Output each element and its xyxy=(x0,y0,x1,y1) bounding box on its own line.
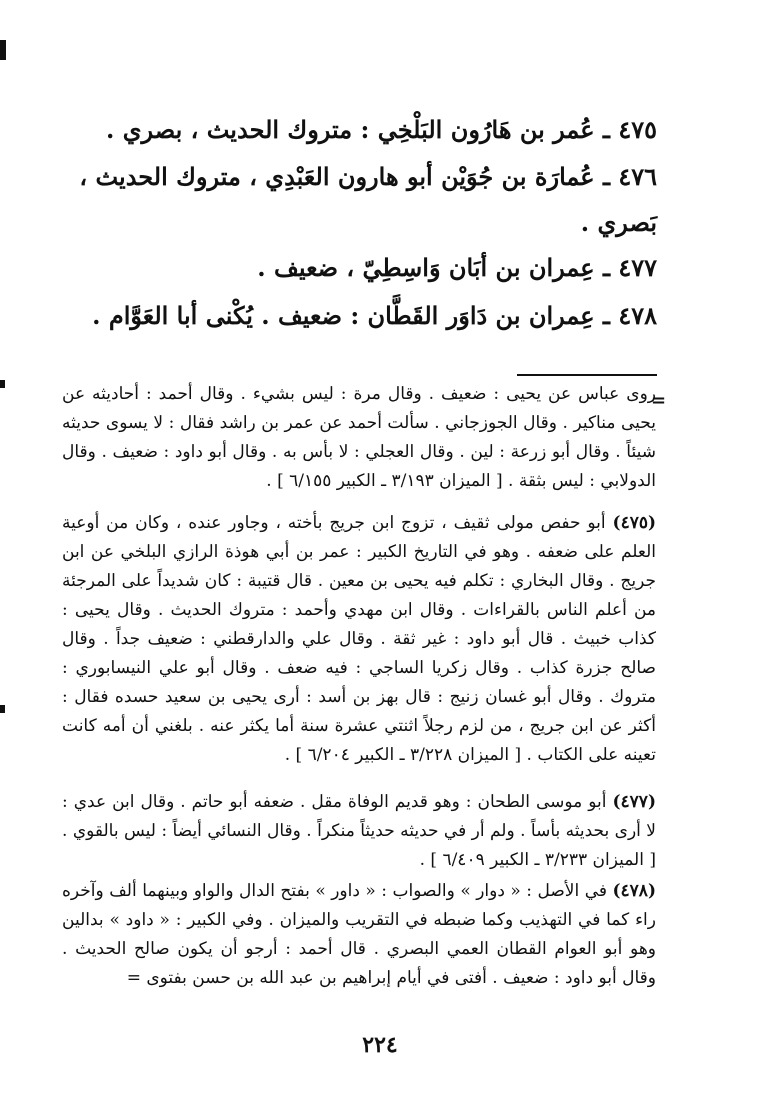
continuation-marker: = xyxy=(651,390,667,411)
footnote-text: أبو حفص مولى ثقيف ، تزوج ابن جريج بأخته ، وجاور عنده ، وكان من أوعية العلم على ضعفه . وهو في التاريخ الكبير : عمر بن أبي هوذة الرازي البلخي عن ابن جريج . وقال البخاري : تكلم فيه يحيى بن معين . قال قتيبة : كان شديداً على المرجئة من أعلم الناس بالقراءات . وقال ابن مهدي وأحمد : متروك الحديث . وقال يحيى : كذاب خبيث . قال أبو داود : غير ثقة . وقال علي والدارقطني : ضعيف جداً . وقال صالح جزرة كذاب . وقال زكريا الساجي : فيه ضعف . وقال أبو علي النيسابوري : متروك . وقال أبو غسان زنيج : قال بهز بن أسد : أرى يحيى بن سعيد حسده فقال : أكثر عن ابن جريج ، من لزم رجلاً اثنتي عشرة سنة أما يكثر عنه . بلغني أن أمه كانت تعينه على الكتاب . [ الميزان ٣/٢٢٨ ـ الكبير ٦/٢٠٤ ] . xyxy=(62,513,656,765)
footnote-text: أبو موسى الطحان : وهو قديم الوفاة مقل . ضعفه أبو حاتم . وقال ابن عدي : لا أرى بحديثه بأساً . ولم أر في حديثه حديثاً منكراً . وقال النسائي أيضاً : ليس بالقوي . [ الميزان ٣/٢٣٣ ـ الكبير ٦/٤٠٩ ] . xyxy=(62,792,656,870)
footnote-number: (٤٧٨) xyxy=(612,881,656,901)
footnote-475 xyxy=(62,509,656,770)
footnote-number: (٤٧٥) xyxy=(612,513,657,533)
footnote-text: في الأصل : « دوار » والصواب : « داور » بفتح الدال والواو وبينهما ألف وآخره راء كما في التهذيب وكما ضبطه في التقريب والميزان . وفي الكبير : « داود » بدالين وهو أبو العوام القطان العمي البصري . قال أحمد : أرجو أن يكون صالح الحديث . وقال أبو داود : ضعيف . أفتى في أيام إبراهيم بن عبد الله بن حسن بفتوى = xyxy=(62,881,656,988)
footnote-number: (٤٧٧) xyxy=(612,792,656,812)
footnote-478 xyxy=(62,877,656,993)
entry-477: ٤٧٧ ـ عِمران بن أبَان وَاسِطِيّ ، ضعيف . xyxy=(257,253,657,282)
entry-476: ٤٧٦ ـ عُمارَة بن جُوَيْن أبو هارون العَبْدِي ، متروك الحديث ، بَصري . xyxy=(79,162,657,237)
scan-edge-mark xyxy=(0,380,5,388)
footnote-477 xyxy=(62,788,656,875)
entry-475: ٤٧٥ ـ عُمر بن هَارُون البَلْخِي : متروك الحديث ، بصري . xyxy=(106,115,657,144)
scan-edge-mark xyxy=(0,40,6,60)
page-number: ٢٢٤ xyxy=(362,1032,398,1058)
footnote-continuation: روى عباس عن يحيى : ضعيف . وقال مرة : ليس بشيء . وقال أحمد : أحاديثه عن يحيى مناكير . وقال الجوزجاني . سألت أحمد عن عمر بن راشد فقال : لا يسوى حديثه شيئاً . وقال أبو زرعة : لين . وقال العجلي : لا بأس به . وقال أبو داود : ضعيف . وقال الدولابي : ليس بثقة . [ الميزان ٣/١٩٣ ـ الكبير ٦/١٥٥ ] . xyxy=(62,384,656,491)
footnote-separator xyxy=(517,374,657,376)
scan-edge-mark xyxy=(0,705,5,713)
entry-478: ٤٧٨ ـ عِمران بن دَاوَر القَطَّان : ضعيف . يُكْنى أبا العَوَّام . xyxy=(92,301,657,330)
